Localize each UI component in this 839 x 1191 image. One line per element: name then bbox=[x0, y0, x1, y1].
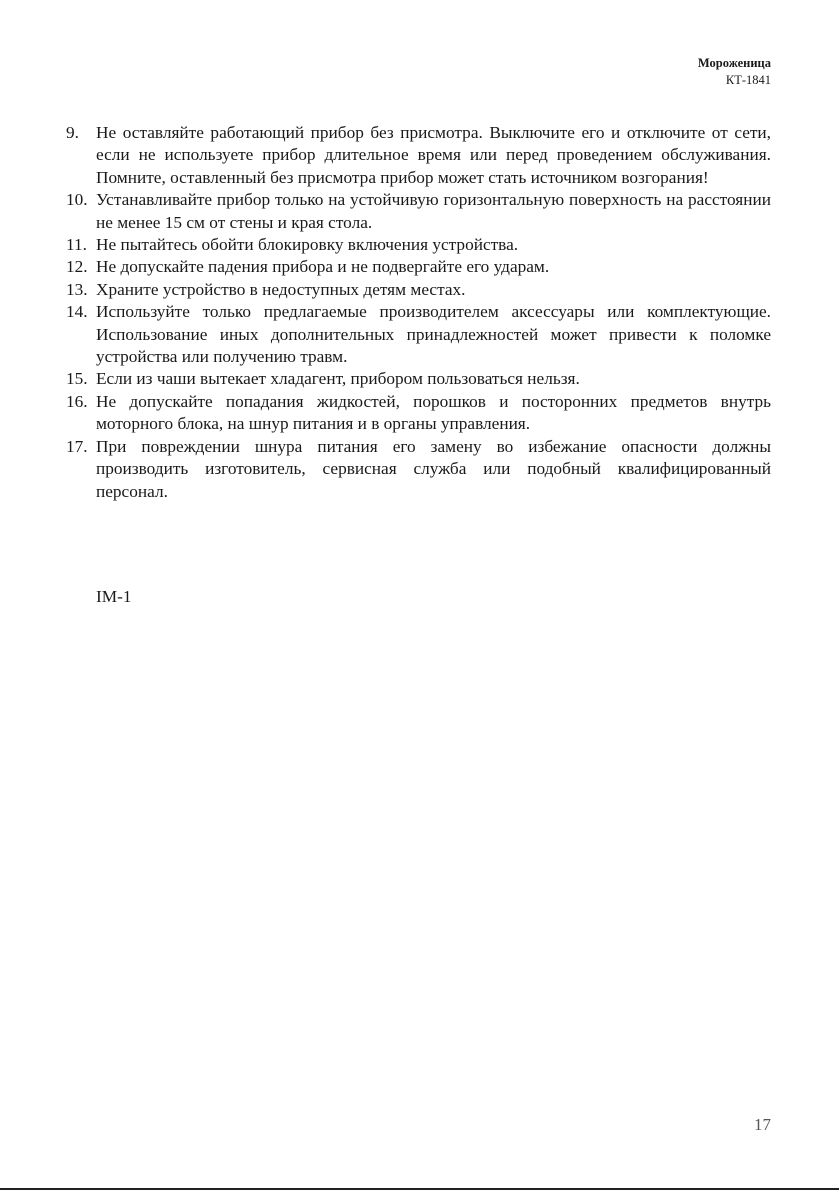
document-code: IM-1 bbox=[96, 587, 132, 606]
item-text: Устанавливайте прибор только на устойчивую горизонтальную поверхность на расстоянии не менее 15 см от стены и края стола. bbox=[96, 190, 771, 232]
item-text: Используйте только предлагаемые производителем аксессуары или комплектующие. Использование иных дополнительных принадлежностей может привести к поломке устройства или получению травм. bbox=[96, 302, 771, 367]
item-number: 17. bbox=[66, 436, 88, 456]
list-item bbox=[66, 122, 771, 189]
list-item bbox=[66, 368, 771, 390]
page-bottom-divider bbox=[0, 1188, 839, 1190]
list-item bbox=[66, 234, 771, 256]
item-number: 10. bbox=[66, 190, 88, 210]
item-number: 14. bbox=[66, 302, 88, 322]
item-number: 16. bbox=[66, 391, 88, 411]
item-number: 11. bbox=[66, 235, 87, 255]
list-item bbox=[66, 256, 771, 278]
item-number: 13. bbox=[66, 279, 88, 299]
item-number: 15. bbox=[66, 369, 88, 389]
item-text: Если из чаши вытекает хладагент, прибором пользоваться нельзя. bbox=[96, 369, 580, 389]
item-number: 9. bbox=[66, 123, 79, 142]
list-item bbox=[66, 436, 771, 503]
list-item bbox=[66, 301, 771, 368]
page-header bbox=[698, 55, 771, 89]
product-model: КТ-1841 bbox=[725, 73, 771, 87]
item-text: Не допускайте падения прибора и не подвергайте его ударам. bbox=[96, 257, 550, 277]
page-number: 17 bbox=[754, 1115, 771, 1134]
item-text: Не оставляйте работающий прибор без присмотра. Выключите его и отключите от сети, если не используете прибор длительное время или перед проведением обслуживания. Помните, оставленный без присмотра прибор может стать источником возгорания! bbox=[96, 123, 771, 187]
instruction-list bbox=[66, 122, 771, 503]
item-text: Не допускайте попадания жидкостей, порошков и посторонних предметов внутрь моторного блока, на шнур питания и в органы управления. bbox=[96, 391, 771, 434]
item-text: Не пытайтесь обойти блокировку включения устройства. bbox=[96, 235, 519, 255]
item-number: 12. bbox=[66, 257, 88, 277]
list-item bbox=[66, 279, 771, 301]
safety-instructions bbox=[66, 122, 771, 503]
product-title: Мороженица bbox=[697, 56, 771, 70]
list-item bbox=[66, 391, 771, 436]
list-item bbox=[66, 189, 771, 234]
item-text: Храните устройство в недоступных детям местах. bbox=[96, 279, 466, 299]
item-text: При повреждении шнура питания его замену во избежание опасности должны производить изготовитель, сервисная служба или подобный квалифицированный персонал. bbox=[96, 436, 771, 501]
